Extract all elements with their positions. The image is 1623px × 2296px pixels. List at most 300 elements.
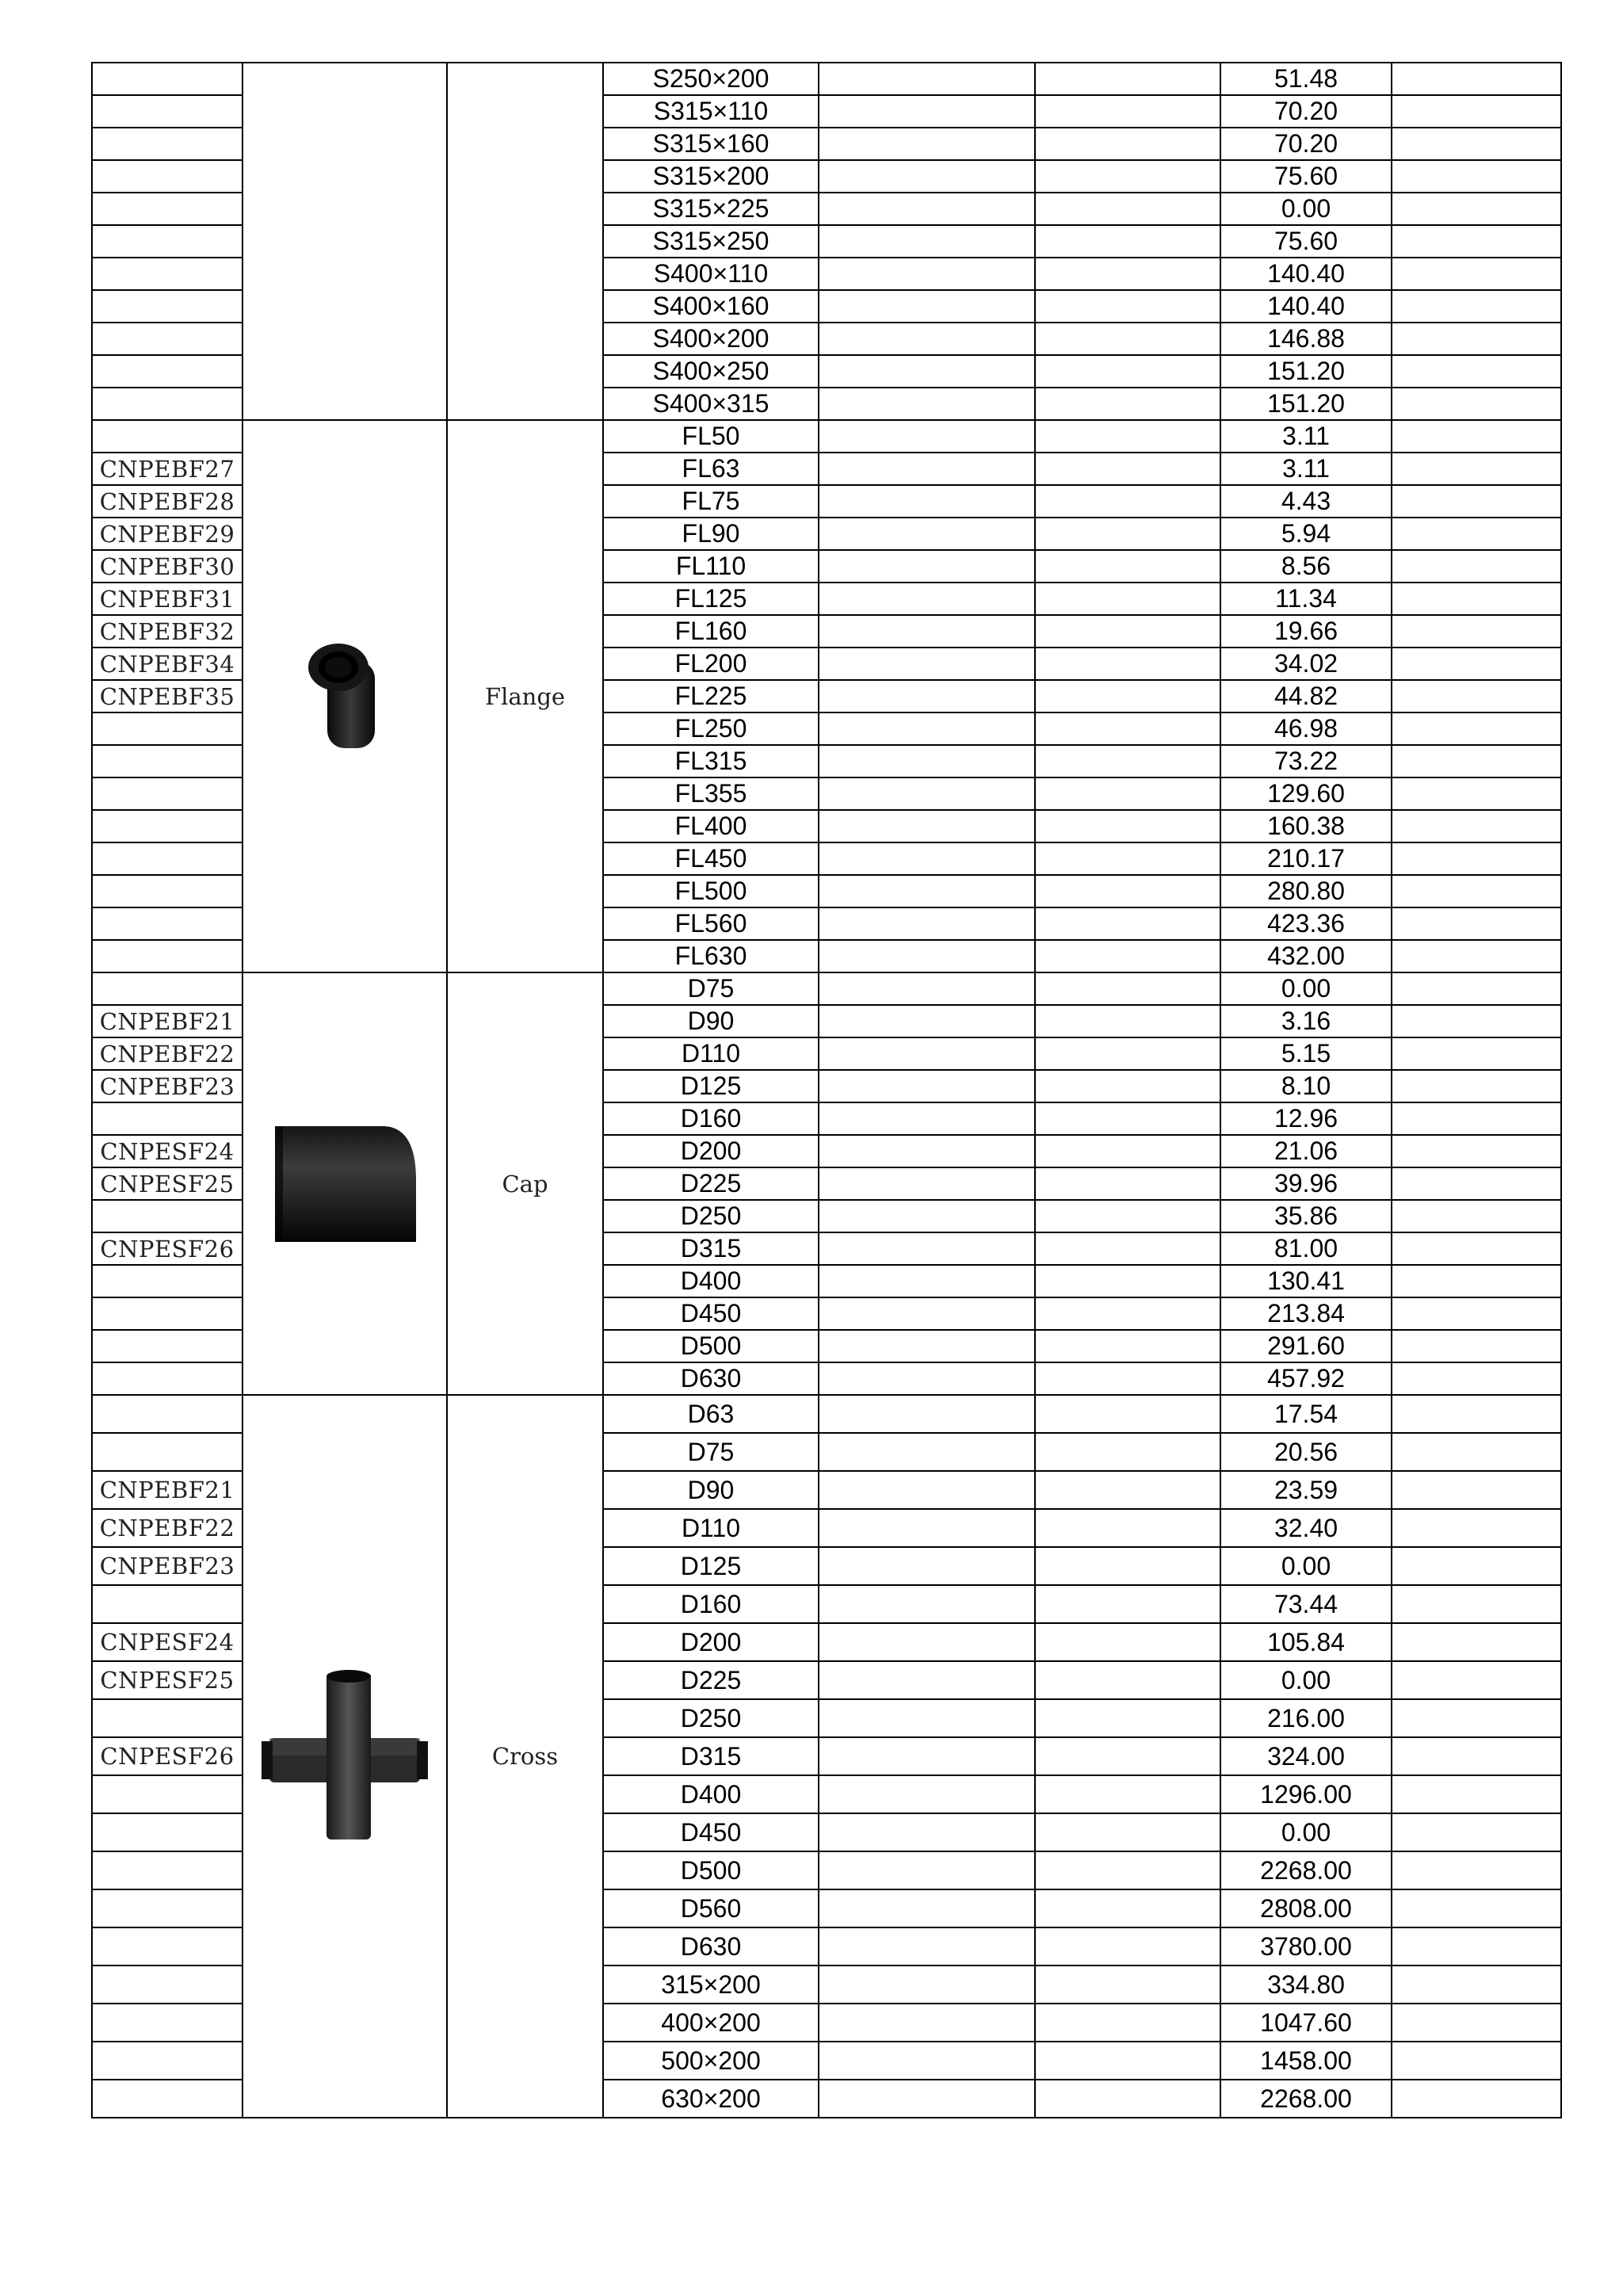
- specification-cell: S315×160: [603, 128, 819, 160]
- empty-cell: [819, 1509, 1035, 1547]
- empty-cell: [1035, 1927, 1220, 1966]
- empty-cell: [1392, 1851, 1561, 1889]
- specification-cell: D90: [603, 1005, 819, 1037]
- specification-cell: S315×225: [603, 193, 819, 225]
- empty-cell: [1392, 1135, 1561, 1167]
- empty-cell: [1392, 2042, 1561, 2080]
- empty-cell: [819, 1232, 1035, 1265]
- empty-cell: [819, 225, 1035, 258]
- empty-cell: [819, 1362, 1035, 1395]
- specification-cell: S250×200: [603, 63, 819, 95]
- empty-cell: [1392, 1775, 1561, 1813]
- product-code-cell: [92, 1433, 242, 1471]
- empty-cell: [1035, 355, 1220, 388]
- price-cell: 75.60: [1220, 160, 1392, 193]
- empty-cell: [1035, 290, 1220, 323]
- price-cell: 3.11: [1220, 453, 1392, 485]
- empty-cell: [1392, 1471, 1561, 1509]
- empty-cell: [819, 1547, 1035, 1585]
- price-cell: 21.06: [1220, 1135, 1392, 1167]
- empty-cell: [1035, 1167, 1220, 1200]
- empty-cell: [819, 1623, 1035, 1661]
- price-cell: 3.16: [1220, 1005, 1392, 1037]
- empty-cell: [1035, 1330, 1220, 1362]
- empty-cell: [819, 1585, 1035, 1623]
- empty-cell: [819, 1699, 1035, 1737]
- empty-cell: [1035, 972, 1220, 1005]
- empty-cell: [1035, 810, 1220, 842]
- empty-cell: [819, 1433, 1035, 1471]
- product-code-cell: [92, 355, 242, 388]
- empty-cell: [1035, 907, 1220, 940]
- product-code-cell: CNPEBF32: [92, 615, 242, 648]
- price-cell: 5.15: [1220, 1037, 1392, 1070]
- product-code-cell: CNPESF25: [92, 1661, 242, 1699]
- empty-cell: [819, 940, 1035, 972]
- product-code-cell: [92, 1927, 242, 1966]
- price-cell: 0.00: [1220, 1813, 1392, 1851]
- price-cell: 73.44: [1220, 1585, 1392, 1623]
- price-cell: 1458.00: [1220, 2042, 1392, 2080]
- empty-cell: [819, 1851, 1035, 1889]
- empty-cell: [819, 1135, 1035, 1167]
- product-code-cell: CNPEBF23: [92, 1070, 242, 1102]
- product-name-cell: Cross: [447, 1395, 603, 2118]
- price-cell: 75.60: [1220, 225, 1392, 258]
- specification-cell: D250: [603, 1699, 819, 1737]
- product-code-cell: CNPEBF28: [92, 485, 242, 518]
- product-code-cell: CNPEBF31: [92, 583, 242, 615]
- empty-cell: [1392, 1037, 1561, 1070]
- price-cell: 39.96: [1220, 1167, 1392, 1200]
- empty-cell: [1035, 1037, 1220, 1070]
- empty-cell: [819, 810, 1035, 842]
- price-cell: 2268.00: [1220, 2080, 1392, 2118]
- empty-cell: [1392, 420, 1561, 453]
- product-code-cell: [92, 1102, 242, 1135]
- empty-cell: [819, 193, 1035, 225]
- empty-cell: [1392, 225, 1561, 258]
- empty-cell: [1035, 842, 1220, 875]
- price-cell: 23.59: [1220, 1471, 1392, 1509]
- product-code-cell: CNPEBF34: [92, 648, 242, 680]
- empty-cell: [819, 1330, 1035, 1362]
- empty-cell: [819, 388, 1035, 420]
- empty-cell: [1392, 1070, 1561, 1102]
- product-code-cell: CNPEBF22: [92, 1037, 242, 1070]
- empty-cell: [1035, 940, 1220, 972]
- empty-cell: [819, 1297, 1035, 1330]
- specification-cell: FL225: [603, 680, 819, 712]
- empty-cell: [819, 290, 1035, 323]
- product-code-cell: CNPEBF21: [92, 1005, 242, 1037]
- price-cell: 151.20: [1220, 388, 1392, 420]
- price-cell: 423.36: [1220, 907, 1392, 940]
- empty-cell: [1392, 1102, 1561, 1135]
- price-list-table: [91, 62, 1562, 2118]
- specification-cell: D110: [603, 1509, 819, 1547]
- empty-cell: [1035, 2004, 1220, 2042]
- empty-cell: [1035, 518, 1220, 550]
- product-code-cell: [92, 1699, 242, 1737]
- table-row: [92, 420, 1561, 453]
- empty-cell: [1035, 160, 1220, 193]
- empty-cell: [819, 518, 1035, 550]
- empty-cell: [1035, 1547, 1220, 1585]
- empty-cell: [1392, 1433, 1561, 1471]
- price-cell: 140.40: [1220, 258, 1392, 290]
- product-image-cell: [242, 63, 447, 420]
- empty-cell: [1035, 453, 1220, 485]
- specification-cell: 630×200: [603, 2080, 819, 2118]
- price-cell: 5.94: [1220, 518, 1392, 550]
- price-cell: 73.22: [1220, 745, 1392, 777]
- price-cell: 291.60: [1220, 1330, 1392, 1362]
- specification-cell: D200: [603, 1135, 819, 1167]
- product-code-cell: [92, 388, 242, 420]
- specification-cell: D160: [603, 1585, 819, 1623]
- product-code-cell: [92, 2042, 242, 2080]
- price-cell: 34.02: [1220, 648, 1392, 680]
- empty-cell: [1392, 1330, 1561, 1362]
- empty-cell: [1392, 290, 1561, 323]
- empty-cell: [1035, 615, 1220, 648]
- empty-cell: [1035, 1813, 1220, 1851]
- empty-cell: [1035, 1297, 1220, 1330]
- product-image-cell: [242, 420, 447, 972]
- empty-cell: [1035, 1232, 1220, 1265]
- product-code-cell: [92, 810, 242, 842]
- product-code-cell: [92, 842, 242, 875]
- product-image-cell: [242, 1395, 447, 2118]
- empty-cell: [1392, 160, 1561, 193]
- empty-cell: [1035, 388, 1220, 420]
- price-cell: 334.80: [1220, 1966, 1392, 2004]
- empty-cell: [819, 1037, 1035, 1070]
- table-row: [92, 972, 1561, 1005]
- empty-cell: [819, 258, 1035, 290]
- price-cell: 146.88: [1220, 323, 1392, 355]
- empty-cell: [1392, 745, 1561, 777]
- empty-cell: [1392, 1623, 1561, 1661]
- empty-cell: [1392, 1889, 1561, 1927]
- specification-cell: D450: [603, 1297, 819, 1330]
- empty-cell: [1035, 1471, 1220, 1509]
- product-code-cell: [92, 907, 242, 940]
- price-cell: 0.00: [1220, 193, 1392, 225]
- cross-fitting-icon: [254, 1665, 436, 1847]
- empty-cell: [819, 1395, 1035, 1433]
- product-code-cell: CNPESF26: [92, 1232, 242, 1265]
- product-code-cell: [92, 258, 242, 290]
- empty-cell: [1392, 518, 1561, 550]
- empty-cell: [1392, 2080, 1561, 2118]
- product-name-cell: Flange: [447, 420, 603, 972]
- empty-cell: [819, 420, 1035, 453]
- specification-cell: D225: [603, 1661, 819, 1699]
- empty-cell: [819, 1102, 1035, 1135]
- empty-cell: [1392, 583, 1561, 615]
- specification-cell: D110: [603, 1037, 819, 1070]
- product-code-cell: [92, 940, 242, 972]
- empty-cell: [1392, 1737, 1561, 1775]
- empty-cell: [1392, 95, 1561, 128]
- product-code-cell: [92, 1889, 242, 1927]
- specification-cell: S400×160: [603, 290, 819, 323]
- empty-cell: [1035, 1966, 1220, 2004]
- price-cell: 324.00: [1220, 1737, 1392, 1775]
- product-code-cell: CNPEBF22: [92, 1509, 242, 1547]
- product-code-cell: [92, 1585, 242, 1623]
- empty-cell: [1035, 1699, 1220, 1737]
- empty-cell: [1035, 1200, 1220, 1232]
- price-cell: 0.00: [1220, 1661, 1392, 1699]
- empty-cell: [1392, 1699, 1561, 1737]
- empty-cell: [1392, 323, 1561, 355]
- specification-cell: S400×110: [603, 258, 819, 290]
- empty-cell: [1035, 1395, 1220, 1433]
- empty-cell: [1035, 1362, 1220, 1395]
- product-code-cell: [92, 95, 242, 128]
- product-code-cell: [92, 1330, 242, 1362]
- empty-cell: [1035, 128, 1220, 160]
- specification-cell: FL450: [603, 842, 819, 875]
- price-cell: 12.96: [1220, 1102, 1392, 1135]
- empty-cell: [819, 2004, 1035, 2042]
- empty-cell: [819, 1966, 1035, 2004]
- empty-cell: [1392, 485, 1561, 518]
- empty-cell: [1035, 95, 1220, 128]
- empty-cell: [819, 1927, 1035, 1966]
- empty-cell: [1035, 2080, 1220, 2118]
- empty-cell: [1392, 648, 1561, 680]
- price-cell: 35.86: [1220, 1200, 1392, 1232]
- empty-cell: [1035, 1509, 1220, 1547]
- specification-cell: FL630: [603, 940, 819, 972]
- empty-cell: [1392, 2004, 1561, 2042]
- product-code-cell: [92, 420, 242, 453]
- specification-cell: D450: [603, 1813, 819, 1851]
- empty-cell: [819, 1889, 1035, 1927]
- specification-cell: FL125: [603, 583, 819, 615]
- empty-cell: [1035, 420, 1220, 453]
- empty-cell: [819, 907, 1035, 940]
- product-code-cell: CNPEBF35: [92, 680, 242, 712]
- product-code-cell: [92, 1966, 242, 2004]
- product-code-cell: [92, 1851, 242, 1889]
- specification-cell: D75: [603, 1433, 819, 1471]
- empty-cell: [1035, 648, 1220, 680]
- price-cell: 2808.00: [1220, 1889, 1392, 1927]
- specification-cell: FL400: [603, 810, 819, 842]
- empty-cell: [1392, 1585, 1561, 1623]
- empty-cell: [819, 355, 1035, 388]
- empty-cell: [819, 453, 1035, 485]
- empty-cell: [819, 550, 1035, 583]
- product-code-cell: [92, 323, 242, 355]
- empty-cell: [1035, 225, 1220, 258]
- product-code-cell: [92, 193, 242, 225]
- price-cell: 8.56: [1220, 550, 1392, 583]
- flange-fitting-icon: [297, 637, 392, 756]
- empty-cell: [1392, 1167, 1561, 1200]
- empty-cell: [819, 63, 1035, 95]
- product-code-cell: CNPESF26: [92, 1737, 242, 1775]
- price-cell: 81.00: [1220, 1232, 1392, 1265]
- empty-cell: [1035, 712, 1220, 745]
- empty-cell: [1392, 128, 1561, 160]
- empty-cell: [819, 1005, 1035, 1037]
- empty-cell: [1392, 875, 1561, 907]
- empty-cell: [1035, 323, 1220, 355]
- specification-cell: D500: [603, 1851, 819, 1889]
- empty-cell: [819, 128, 1035, 160]
- empty-cell: [819, 323, 1035, 355]
- price-cell: 213.84: [1220, 1297, 1392, 1330]
- table-row: [92, 63, 1561, 95]
- price-cell: 129.60: [1220, 777, 1392, 810]
- cap-fitting-icon: [265, 1117, 424, 1251]
- price-cell: 44.82: [1220, 680, 1392, 712]
- empty-cell: [1392, 453, 1561, 485]
- empty-cell: [1392, 680, 1561, 712]
- empty-cell: [1392, 1927, 1561, 1966]
- empty-cell: [819, 1775, 1035, 1813]
- empty-cell: [1035, 1623, 1220, 1661]
- specification-cell: D560: [603, 1889, 819, 1927]
- product-code-cell: CNPEBF21: [92, 1471, 242, 1509]
- specification-cell: FL250: [603, 712, 819, 745]
- price-cell: 432.00: [1220, 940, 1392, 972]
- specification-cell: S400×315: [603, 388, 819, 420]
- specification-cell: D125: [603, 1070, 819, 1102]
- price-cell: 140.40: [1220, 290, 1392, 323]
- empty-cell: [1392, 1297, 1561, 1330]
- empty-cell: [1035, 583, 1220, 615]
- empty-cell: [1035, 1005, 1220, 1037]
- empty-cell: [819, 648, 1035, 680]
- product-code-cell: CNPEBF27: [92, 453, 242, 485]
- product-code-cell: CNPESF25: [92, 1167, 242, 1200]
- empty-cell: [1035, 777, 1220, 810]
- empty-cell: [1392, 1265, 1561, 1297]
- specification-cell: S315×200: [603, 160, 819, 193]
- product-code-cell: CNPEBF30: [92, 550, 242, 583]
- specification-cell: S315×110: [603, 95, 819, 128]
- price-cell: 3.11: [1220, 420, 1392, 453]
- product-name-cell: [447, 63, 603, 420]
- empty-cell: [1035, 485, 1220, 518]
- empty-cell: [1392, 63, 1561, 95]
- price-cell: 70.20: [1220, 128, 1392, 160]
- specification-cell: FL63: [603, 453, 819, 485]
- specification-cell: D315: [603, 1737, 819, 1775]
- product-code-cell: [92, 1265, 242, 1297]
- empty-cell: [1392, 1661, 1561, 1699]
- specification-cell: S400×250: [603, 355, 819, 388]
- empty-cell: [1035, 193, 1220, 225]
- empty-cell: [819, 2042, 1035, 2080]
- specification-cell: D200: [603, 1623, 819, 1661]
- specification-cell: FL200: [603, 648, 819, 680]
- specification-cell: S400×200: [603, 323, 819, 355]
- product-code-cell: [92, 63, 242, 95]
- product-code-cell: [92, 875, 242, 907]
- empty-cell: [819, 1070, 1035, 1102]
- empty-cell: [1392, 1509, 1561, 1547]
- price-cell: 130.41: [1220, 1265, 1392, 1297]
- specification-cell: D225: [603, 1167, 819, 1200]
- empty-cell: [819, 485, 1035, 518]
- specification-cell: FL90: [603, 518, 819, 550]
- empty-cell: [1392, 1005, 1561, 1037]
- specification-cell: FL50: [603, 420, 819, 453]
- product-code-cell: [92, 1362, 242, 1395]
- specification-cell: D315: [603, 1232, 819, 1265]
- product-code-cell: [92, 290, 242, 323]
- specification-cell: FL75: [603, 485, 819, 518]
- price-cell: 151.20: [1220, 355, 1392, 388]
- price-cell: 1296.00: [1220, 1775, 1392, 1813]
- empty-cell: [819, 1813, 1035, 1851]
- empty-cell: [1392, 777, 1561, 810]
- specification-cell: S315×250: [603, 225, 819, 258]
- specification-cell: D160: [603, 1102, 819, 1135]
- empty-cell: [1392, 972, 1561, 1005]
- specification-cell: D400: [603, 1775, 819, 1813]
- empty-cell: [1392, 355, 1561, 388]
- product-code-cell: [92, 1775, 242, 1813]
- specification-cell: D630: [603, 1927, 819, 1966]
- specification-cell: D125: [603, 1547, 819, 1585]
- product-code-cell: CNPESF24: [92, 1623, 242, 1661]
- empty-cell: [819, 95, 1035, 128]
- price-cell: 1047.60: [1220, 2004, 1392, 2042]
- product-code-cell: [92, 225, 242, 258]
- empty-cell: [1035, 1775, 1220, 1813]
- specification-cell: FL315: [603, 745, 819, 777]
- empty-cell: [819, 1265, 1035, 1297]
- specification-cell: FL560: [603, 907, 819, 940]
- specification-cell: FL500: [603, 875, 819, 907]
- specification-cell: FL355: [603, 777, 819, 810]
- product-code-cell: [92, 712, 242, 745]
- product-code-cell: [92, 160, 242, 193]
- empty-cell: [1392, 907, 1561, 940]
- empty-cell: [819, 680, 1035, 712]
- product-image-cell: [242, 972, 447, 1395]
- empty-cell: [819, 842, 1035, 875]
- product-code-cell: [92, 972, 242, 1005]
- empty-cell: [1035, 1433, 1220, 1471]
- empty-cell: [819, 583, 1035, 615]
- price-cell: 210.17: [1220, 842, 1392, 875]
- specification-cell: D400: [603, 1265, 819, 1297]
- empty-cell: [1035, 1737, 1220, 1775]
- empty-cell: [819, 1737, 1035, 1775]
- empty-cell: [819, 712, 1035, 745]
- empty-cell: [1035, 1102, 1220, 1135]
- price-cell: 32.40: [1220, 1509, 1392, 1547]
- empty-cell: [1392, 842, 1561, 875]
- product-code-cell: CNPESF24: [92, 1135, 242, 1167]
- empty-cell: [819, 1167, 1035, 1200]
- price-cell: 19.66: [1220, 615, 1392, 648]
- price-cell: 70.20: [1220, 95, 1392, 128]
- price-cell: 2268.00: [1220, 1851, 1392, 1889]
- empty-cell: [819, 1200, 1035, 1232]
- empty-cell: [1035, 1851, 1220, 1889]
